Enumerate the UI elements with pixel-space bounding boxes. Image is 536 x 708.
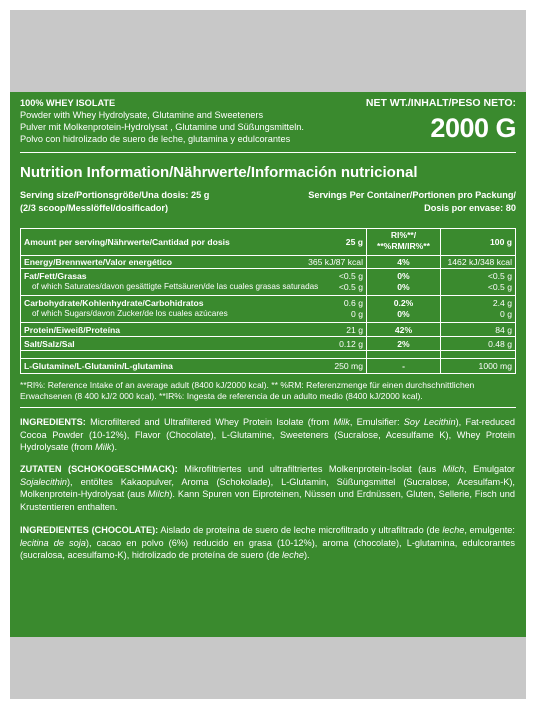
table-row-label: of which Saturates/davon gesättigte Fettsäuren/de las cuales grasas saturadas: [32, 282, 319, 291]
scoop-size: (2/3 scoop/Messlöffel/dosificador): [20, 203, 169, 213]
table-row-100g: 2.4 g: [492, 298, 512, 308]
footnote: Erwachsenen (8 400 kJ/2 000 kcal). **IR%: Ingesta de referencia de un adulto medio (8400 kJ/2000 kcal).: [20, 391, 423, 401]
description-es: Polvo con hidrolizado de suero de leche, glutamina y edulcorantes: [20, 134, 291, 144]
allergen-text: Milch: [147, 489, 170, 499]
row-divider: [21, 350, 515, 351]
ingredients-text: ).: [303, 550, 310, 560]
ingredients-text: ), entöltes Kakaopulver, Aroma (Schokolade), L-Glutamin, Süßungsmittel (Sucralose, Acesulfam-K), Molkenprotein-Hydrolysat (aus: [20, 476, 515, 499]
allergen-text: leche: [281, 550, 304, 560]
top-gray-band: [10, 10, 526, 92]
table-row-serving: 250 mg: [334, 361, 363, 371]
row-divider: [21, 322, 515, 323]
allergen-text: leche: [442, 525, 465, 535]
table-row-serving: 0 g: [351, 309, 363, 319]
row-divider: [21, 295, 515, 296]
table-row-label: of which Sugars/davon Zucker/de los cuales azúcares: [32, 309, 228, 318]
table-row-serving: <0.5 g: [338, 282, 363, 292]
table-row-ri: 2%: [397, 339, 410, 349]
table-row-100g: <0.5 g: [487, 282, 512, 292]
nutrition-table: [20, 228, 516, 374]
ingredients-de: [20, 463, 515, 513]
ingredients-en: [20, 416, 515, 454]
nutrition-title: Nutrition Information/Nährwerte/Información nutricional: [20, 164, 418, 181]
ingredients-text: , Emulsifier:: [349, 417, 404, 427]
ingredients-text: , Emulgator: [464, 464, 515, 474]
row-divider: [21, 268, 515, 269]
net-weight-value: 2000 G: [430, 113, 516, 143]
bottom-gray-band: [10, 637, 526, 699]
table-row-100g: <0.5 g: [487, 271, 512, 281]
table-row-100g: 1000 mg: [478, 361, 512, 371]
serving-size: Serving size/Portionsgröße/Una dosis: 25 g: [20, 190, 210, 200]
ingredients-text: ). Kann Spuren von Eiproteinen, Nüssen und Erdnüssen, Gluten, Sellerie, Fisch und Krustentieren enthalten.: [20, 489, 515, 512]
table-row-label: Salt/Salz/Sal: [24, 339, 75, 349]
allergen-text: Milk: [95, 442, 112, 452]
table-row-ri: -: [402, 361, 405, 371]
table-row-ri: 4%: [397, 257, 410, 267]
table-row-serving: 0.12 g: [339, 339, 363, 349]
table-row-100g: 84 g: [495, 325, 512, 335]
allergen-text: Sojalecithin: [20, 476, 67, 487]
ingredients-de-heading: ZUTATEN (SCHOKOGESCHMACK):: [20, 464, 178, 474]
table-row-ri: 0.2%: [393, 298, 414, 308]
footnote: **RI%: Reference Intake of an average adult (8400 kJ/2000 kcal). ** %RM: Referenzmenge für einen durchschnittlichen: [20, 380, 475, 390]
ingredients-text: ), Fat-reduced Cocoa Powder (10-12%), Flavor (Chocolate), L-Glutamine, Sweeteners (Sucralose, Acesulfame K), Whey Protein Hydrolysate (from: [20, 417, 515, 452]
table-row-ri: 0%: [397, 282, 410, 292]
allergen-text: Soy Lecithin: [403, 417, 456, 427]
table-row-serving: 0.6 g: [343, 298, 363, 308]
table-row-100g: 0 g: [500, 309, 512, 319]
ingredients-text: Aislado de proteína de suero de leche microfiltrado y ultrafiltrado (de: [158, 525, 443, 535]
table-row-serving: 21 g: [346, 325, 363, 335]
servings-count: Dosis por envase: 80: [424, 203, 516, 213]
row-divider: [21, 255, 515, 256]
ingredients-text: , emulgente:: [464, 525, 515, 535]
table-row-label: Fat/Fett/Grasas: [24, 271, 87, 281]
header-divider: [20, 152, 516, 153]
description-de: Pulver mit Molkenprotein-Hydrolysat , Glutamine und Süßungsmitteln.: [20, 122, 304, 132]
table-row-label: Carbohydrate/Kohlenhydrate/Carbohidratos: [24, 298, 204, 308]
ingredients-text: ).: [111, 442, 118, 452]
servings-per-container: Servings Per Container/Portionen pro Packung/: [308, 190, 516, 200]
table-row-serving: 365 kJ/87 kcal: [308, 257, 363, 267]
allergen-text: Milk: [333, 417, 350, 427]
table-row-label: Protein/Eiweiß/Proteína: [24, 325, 120, 335]
table-row-ri: 42%: [394, 325, 413, 335]
table-row-label: Energy/Brennwerte/Valor energético: [24, 257, 173, 267]
ingredients-text: Microfiltered and Ultrafiltered Whey Protein Isolate (from: [85, 417, 334, 427]
table-head-ri-es: **%RM/IR%**: [376, 241, 430, 251]
net-weight-label: NET WT./INHALT/PESO NETO:: [365, 97, 516, 109]
ingredients-es-heading: INGREDIENTES (CHOCOLATE):: [20, 525, 159, 535]
table-head-100g: 100 g: [490, 237, 512, 247]
product-name: 100% WHEY ISOLATE: [20, 98, 116, 108]
table-row-serving: <0.5 g: [338, 271, 363, 281]
ingredients-divider: [20, 407, 516, 408]
allergen-text: lecitina de soja: [20, 537, 86, 548]
table-row-ri: 0%: [397, 309, 410, 319]
row-divider: [21, 336, 515, 337]
table-head-ri: RI%**/: [390, 230, 417, 240]
table-row-ri: 0%: [397, 271, 410, 281]
allergen-text: Milch: [442, 464, 465, 474]
table-head-serving: 25 g: [345, 237, 363, 247]
table-row-100g: 1462 kJ/348 kcal: [447, 257, 512, 267]
row-divider: [21, 358, 515, 359]
table-row-label: L-Glutamine/L-Glutamin/L-glutamina: [24, 361, 173, 371]
ingredients-text: ), cacao en polvo (6%) reducido en grasa (10-12%), aroma (chocolate), L-glutamina, edulcorantes (sucralosa, acesulfamo-K), hidrolizado de proteína de suero (de: [20, 537, 515, 560]
ingredients-en-heading: INGREDIENTS:: [20, 417, 86, 427]
ingredients-es: [20, 524, 515, 562]
description-en: Powder with Whey Hydrolysate, Glutamine and Sweeteners: [20, 110, 264, 120]
table-head-label: Amount per serving/Nährwerte/Cantidad por dosis: [24, 237, 230, 247]
table-row-100g: 0.48 g: [488, 339, 512, 349]
ingredients-text: Mikrofiltriertes und ultrafiltriertes Molkenprotein-Isolat (aus: [177, 464, 443, 474]
